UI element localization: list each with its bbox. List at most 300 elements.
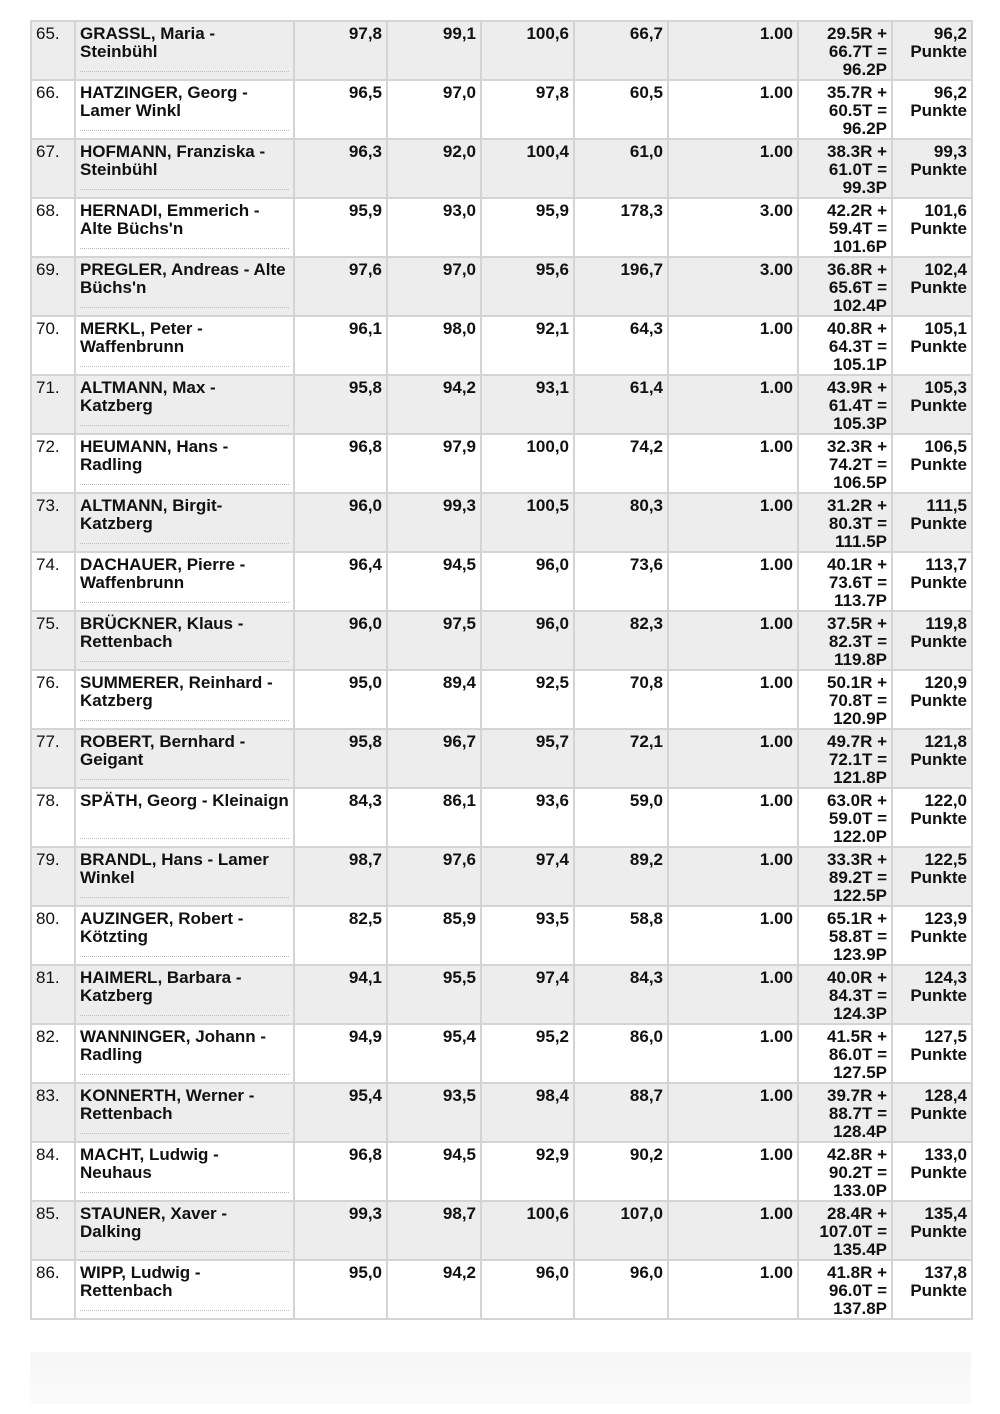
- table-row: [31, 434, 972, 493]
- competitor-name: ROBERT, Bernhard - Geigant: [80, 732, 246, 769]
- table-row: [31, 729, 972, 788]
- calculation-line-3: 122.5P: [833, 886, 887, 905]
- calculation-line-2: 89.2T =: [828, 868, 887, 887]
- score-1-cell: 96,8: [294, 434, 387, 493]
- points-value: 99,3: [933, 142, 967, 161]
- points-unit: Punkte: [910, 396, 967, 415]
- calculation-cell: [798, 1083, 892, 1142]
- competitor-name-cell: [75, 198, 294, 257]
- points-cell: [892, 552, 972, 611]
- competitor-name: SPÄTH, Georg - Kleinaign: [80, 791, 289, 810]
- rank-cell: 77.: [31, 729, 75, 788]
- factor-cell: 1.00: [668, 375, 798, 434]
- rank-cell: 81.: [31, 965, 75, 1024]
- rank-cell: 71.: [31, 375, 75, 434]
- calculation-line-1: 33.3R +: [826, 850, 887, 869]
- score-4-cell: 86,0: [574, 1024, 668, 1083]
- dotted-rule: [80, 71, 289, 72]
- calculation-line-2: 82.3T =: [828, 632, 887, 651]
- factor-cell: 1.00: [668, 1260, 798, 1319]
- points-value: 122,5: [924, 850, 967, 869]
- calculation-cell: [798, 21, 892, 80]
- factor-cell: 1.00: [668, 316, 798, 375]
- points-unit: Punkte: [910, 1163, 967, 1182]
- score-4-cell: 73,6: [574, 552, 668, 611]
- calculation-line-3: 102.4P: [833, 296, 887, 315]
- rank-cell: 86.: [31, 1260, 75, 1319]
- competitor-name-cell: [75, 257, 294, 316]
- score-2-cell: 86,1: [387, 788, 481, 847]
- calculation-line-3: 101.6P: [833, 237, 887, 256]
- score-4-cell: 59,0: [574, 788, 668, 847]
- points-value: 124,3: [924, 968, 967, 987]
- results-body: [31, 21, 972, 1319]
- dotted-rule: [80, 1310, 289, 1311]
- score-1-cell: 95,0: [294, 1260, 387, 1319]
- points-unit: Punkte: [910, 691, 967, 710]
- calculation-line-2: 88.7T =: [828, 1104, 887, 1123]
- competitor-name-cell: [75, 965, 294, 1024]
- points-unit: Punkte: [910, 632, 967, 651]
- score-3-cell: 98,4: [481, 1083, 574, 1142]
- points-unit: Punkte: [910, 750, 967, 769]
- points-cell: [892, 1083, 972, 1142]
- calculation-line-1: 40.0R +: [826, 968, 887, 987]
- score-2-cell: 85,9: [387, 906, 481, 965]
- calculation-cell: [798, 788, 892, 847]
- dotted-rule: [80, 366, 289, 367]
- table-row: [31, 21, 972, 80]
- points-value: 105,1: [924, 319, 967, 338]
- points-value: 122,0: [924, 791, 967, 810]
- score-4-cell: 66,7: [574, 21, 668, 80]
- points-value: 111,5: [926, 496, 967, 515]
- score-2-cell: 98,7: [387, 1201, 481, 1260]
- competitor-name-cell: [75, 139, 294, 198]
- score-2-cell: 94,2: [387, 1260, 481, 1319]
- points-cell: [892, 965, 972, 1024]
- dotted-rule: [80, 779, 289, 780]
- points-value: 135,4: [924, 1204, 967, 1223]
- calculation-line-3: 113.7P: [834, 591, 887, 610]
- points-value: 127,5: [924, 1027, 967, 1046]
- factor-cell: 1.00: [668, 788, 798, 847]
- calculation-line-3: 120.9P: [833, 709, 887, 728]
- calculation-line-1: 42.8R +: [826, 1145, 887, 1164]
- dotted-rule: [80, 602, 289, 603]
- calculation-line-3: 96.2P: [842, 60, 887, 79]
- dotted-rule: [80, 838, 289, 839]
- score-4-cell: 61,4: [574, 375, 668, 434]
- factor-cell: 1.00: [668, 670, 798, 729]
- calculation-cell: [798, 611, 892, 670]
- score-2-cell: 97,0: [387, 257, 481, 316]
- calculation-line-1: 49.7R +: [826, 732, 887, 751]
- points-value: 133,0: [924, 1145, 967, 1164]
- table-row: [31, 1142, 972, 1201]
- score-1-cell: 96,0: [294, 493, 387, 552]
- rank-cell: 68.: [31, 198, 75, 257]
- score-4-cell: 70,8: [574, 670, 668, 729]
- points-unit: Punkte: [910, 986, 967, 1005]
- table-row: [31, 375, 972, 434]
- competitor-name: MACHT, Ludwig - Neuhaus: [80, 1145, 219, 1182]
- score-2-cell: 97,5: [387, 611, 481, 670]
- rank-cell: 69.: [31, 257, 75, 316]
- points-value: 102,4: [924, 260, 967, 279]
- rank-cell: 83.: [31, 1083, 75, 1142]
- rank-cell: 65.: [31, 21, 75, 80]
- calculation-cell: [798, 729, 892, 788]
- points-unit: Punkte: [910, 573, 967, 592]
- competitor-name-cell: [75, 434, 294, 493]
- table-row: [31, 1083, 972, 1142]
- calculation-cell: [798, 434, 892, 493]
- points-unit: Punkte: [910, 868, 967, 887]
- points-cell: [892, 198, 972, 257]
- calculation-line-1: 63.0R +: [826, 791, 887, 810]
- points-unit: Punkte: [910, 514, 967, 533]
- calculation-line-3: 127.5P: [833, 1063, 887, 1082]
- competitor-name-cell: [75, 906, 294, 965]
- page-footer-area: [30, 1352, 971, 1404]
- calculation-line-1: 39.7R +: [826, 1086, 887, 1105]
- competitor-name: HEUMANN, Hans - Radling: [80, 437, 229, 474]
- score-1-cell: 95,0: [294, 670, 387, 729]
- score-3-cell: 97,4: [481, 965, 574, 1024]
- score-3-cell: 96,0: [481, 552, 574, 611]
- competitor-name: AUZINGER, Robert - Kötzting: [80, 909, 244, 946]
- calculation-line-1: 31.2R +: [826, 496, 887, 515]
- rank-cell: 76.: [31, 670, 75, 729]
- table-row: [31, 847, 972, 906]
- dotted-rule: [80, 484, 289, 485]
- factor-cell: 1.00: [668, 552, 798, 611]
- results-sheet: [30, 20, 971, 1320]
- factor-cell: 3.00: [668, 257, 798, 316]
- score-3-cell: 92,1: [481, 316, 574, 375]
- competitor-name: PREGLER, Andreas - Alte Büchs'n: [80, 260, 286, 297]
- competitor-name-cell: [75, 847, 294, 906]
- competitor-name: ALTMANN, Max - Katzberg: [80, 378, 216, 415]
- calculation-line-3: 128.4P: [833, 1122, 887, 1141]
- points-cell: [892, 375, 972, 434]
- dotted-rule: [80, 248, 289, 249]
- score-2-cell: 93,0: [387, 198, 481, 257]
- score-1-cell: 96,3: [294, 139, 387, 198]
- rank-cell: 70.: [31, 316, 75, 375]
- rank-cell: 85.: [31, 1201, 75, 1260]
- dotted-rule: [80, 1015, 289, 1016]
- factor-cell: 3.00: [668, 198, 798, 257]
- table-row: [31, 1260, 972, 1319]
- points-unit: Punkte: [910, 337, 967, 356]
- points-cell: [892, 847, 972, 906]
- score-1-cell: 96,1: [294, 316, 387, 375]
- points-cell: [892, 493, 972, 552]
- rank-cell: 72.: [31, 434, 75, 493]
- competitor-name: BRANDL, Hans - Lamer Winkel: [80, 850, 269, 887]
- score-2-cell: 97,6: [387, 847, 481, 906]
- score-2-cell: 99,1: [387, 21, 481, 80]
- score-3-cell: 95,7: [481, 729, 574, 788]
- competitor-name-cell: [75, 1024, 294, 1083]
- factor-cell: 1.00: [668, 493, 798, 552]
- calculation-line-1: 40.8R +: [826, 319, 887, 338]
- score-1-cell: 95,8: [294, 375, 387, 434]
- calculation-line-1: 29.5R +: [826, 24, 887, 43]
- score-4-cell: 64,3: [574, 316, 668, 375]
- factor-cell: 1.00: [668, 611, 798, 670]
- score-3-cell: 93,1: [481, 375, 574, 434]
- dotted-rule: [80, 307, 289, 308]
- competitor-name: HERNADI, Emmerich - Alte Büchs'n: [80, 201, 260, 238]
- calculation-cell: [798, 906, 892, 965]
- calculation-line-2: 61.4T =: [828, 396, 887, 415]
- calculation-line-2: 107.0T =: [819, 1222, 887, 1241]
- calculation-line-1: 35.7R +: [826, 83, 887, 102]
- score-3-cell: 96,0: [481, 611, 574, 670]
- calculation-line-1: 32.3R +: [826, 437, 887, 456]
- points-cell: [892, 1024, 972, 1083]
- score-3-cell: 92,9: [481, 1142, 574, 1201]
- table-row: [31, 788, 972, 847]
- rank-cell: 75.: [31, 611, 75, 670]
- score-3-cell: 100,0: [481, 434, 574, 493]
- points-value: 123,9: [924, 909, 967, 928]
- results-table: [30, 20, 973, 1320]
- factor-cell: 1.00: [668, 1024, 798, 1083]
- competitor-name: WIPP, Ludwig - Rettenbach: [80, 1263, 201, 1300]
- competitor-name: KONNERTH, Werner - Rettenbach: [80, 1086, 255, 1123]
- score-2-cell: 99,3: [387, 493, 481, 552]
- score-1-cell: 95,9: [294, 198, 387, 257]
- competitor-name-cell: [75, 375, 294, 434]
- points-value: 106,5: [924, 437, 967, 456]
- score-3-cell: 95,6: [481, 257, 574, 316]
- calculation-cell: [798, 139, 892, 198]
- calculation-line-1: 65.1R +: [826, 909, 887, 928]
- calculation-line-2: 74.2T =: [828, 455, 887, 474]
- score-4-cell: 80,3: [574, 493, 668, 552]
- competitor-name-cell: [75, 493, 294, 552]
- calculation-cell: [798, 375, 892, 434]
- competitor-name-cell: [75, 21, 294, 80]
- score-3-cell: 95,2: [481, 1024, 574, 1083]
- table-row: [31, 552, 972, 611]
- factor-cell: 1.00: [668, 139, 798, 198]
- calculation-cell: [798, 198, 892, 257]
- factor-cell: 1.00: [668, 21, 798, 80]
- score-1-cell: 95,4: [294, 1083, 387, 1142]
- competitor-name-cell: [75, 729, 294, 788]
- calculation-line-3: 135.4P: [833, 1240, 887, 1259]
- calculation-line-2: 84.3T =: [828, 986, 887, 1005]
- calculation-cell: [798, 1201, 892, 1260]
- score-1-cell: 96,4: [294, 552, 387, 611]
- factor-cell: 1.00: [668, 729, 798, 788]
- score-3-cell: 92,5: [481, 670, 574, 729]
- calculation-line-2: 86.0T =: [828, 1045, 887, 1064]
- dotted-rule: [80, 1192, 289, 1193]
- score-3-cell: 97,8: [481, 80, 574, 139]
- score-2-cell: 97,9: [387, 434, 481, 493]
- score-1-cell: 95,8: [294, 729, 387, 788]
- score-3-cell: 95,9: [481, 198, 574, 257]
- points-unit: Punkte: [910, 455, 967, 474]
- rank-cell: 66.: [31, 80, 75, 139]
- table-row: [31, 906, 972, 965]
- competitor-name-cell: [75, 670, 294, 729]
- points-unit: Punkte: [910, 1045, 967, 1064]
- calculation-line-3: 137.8P: [833, 1299, 887, 1318]
- rank-cell: 78.: [31, 788, 75, 847]
- score-4-cell: 61,0: [574, 139, 668, 198]
- calculation-line-3: 105.1P: [833, 355, 887, 374]
- points-cell: [892, 670, 972, 729]
- calculation-cell: [798, 257, 892, 316]
- calculation-line-2: 64.3T =: [828, 337, 887, 356]
- competitor-name-cell: [75, 611, 294, 670]
- score-2-cell: 98,0: [387, 316, 481, 375]
- calculation-line-3: 99.3P: [842, 178, 887, 197]
- points-cell: [892, 434, 972, 493]
- competitor-name: STAUNER, Xaver - Dalking: [80, 1204, 228, 1241]
- table-row: [31, 611, 972, 670]
- score-1-cell: 94,1: [294, 965, 387, 1024]
- score-3-cell: 100,4: [481, 139, 574, 198]
- factor-cell: 1.00: [668, 1142, 798, 1201]
- rank-cell: 74.: [31, 552, 75, 611]
- table-row: [31, 316, 972, 375]
- calculation-line-3: 119.8P: [834, 650, 887, 669]
- competitor-name-cell: [75, 80, 294, 139]
- calculation-line-3: 106.5P: [833, 473, 887, 492]
- points-cell: [892, 80, 972, 139]
- calculation-line-2: 66.7T =: [828, 42, 887, 61]
- score-1-cell: 96,0: [294, 611, 387, 670]
- calculation-line-1: 38.3R +: [826, 142, 887, 161]
- score-2-cell: 94,2: [387, 375, 481, 434]
- points-unit: Punkte: [910, 101, 967, 120]
- calculation-line-3: 111.5P: [834, 532, 887, 551]
- rank-cell: 79.: [31, 847, 75, 906]
- points-cell: [892, 257, 972, 316]
- competitor-name: BRÜCKNER, Klaus - Rettenbach: [80, 614, 244, 651]
- points-unit: Punkte: [910, 219, 967, 238]
- points-cell: [892, 1260, 972, 1319]
- competitor-name-cell: [75, 552, 294, 611]
- score-3-cell: 93,6: [481, 788, 574, 847]
- dotted-rule: [80, 425, 289, 426]
- factor-cell: 1.00: [668, 1083, 798, 1142]
- calculation-cell: [798, 1260, 892, 1319]
- table-row: [31, 493, 972, 552]
- competitor-name-cell: [75, 316, 294, 375]
- calculation-cell: [798, 80, 892, 139]
- points-cell: [892, 316, 972, 375]
- score-1-cell: 97,8: [294, 21, 387, 80]
- calculation-line-1: 50.1R +: [826, 673, 887, 692]
- score-3-cell: 100,6: [481, 1201, 574, 1260]
- competitor-name: HAIMERL, Barbara - Katzberg: [80, 968, 242, 1005]
- points-unit: Punkte: [910, 42, 967, 61]
- points-cell: [892, 21, 972, 80]
- rank-cell: 73.: [31, 493, 75, 552]
- table-row: [31, 139, 972, 198]
- score-1-cell: 96,8: [294, 1142, 387, 1201]
- score-2-cell: 94,5: [387, 1142, 481, 1201]
- score-2-cell: 89,4: [387, 670, 481, 729]
- calculation-cell: [798, 1024, 892, 1083]
- score-3-cell: 100,5: [481, 493, 574, 552]
- points-cell: [892, 1142, 972, 1201]
- calculation-line-1: 41.5R +: [826, 1027, 887, 1046]
- factor-cell: 1.00: [668, 847, 798, 906]
- calculation-cell: [798, 847, 892, 906]
- score-2-cell: 93,5: [387, 1083, 481, 1142]
- calculation-cell: [798, 965, 892, 1024]
- calculation-line-2: 96.0T =: [828, 1281, 887, 1300]
- factor-cell: 1.00: [668, 434, 798, 493]
- table-row: [31, 965, 972, 1024]
- calculation-line-2: 59.0T =: [828, 809, 887, 828]
- score-3-cell: 100,6: [481, 21, 574, 80]
- score-1-cell: 96,5: [294, 80, 387, 139]
- points-value: 96,2: [933, 24, 967, 43]
- points-value: 96,2: [933, 83, 967, 102]
- calculation-line-3: 124.3P: [833, 1004, 887, 1023]
- points-value: 113,7: [925, 555, 967, 574]
- dotted-rule: [80, 189, 289, 190]
- factor-cell: 1.00: [668, 1201, 798, 1260]
- score-4-cell: 107,0: [574, 1201, 668, 1260]
- points-unit: Punkte: [910, 927, 967, 946]
- competitor-name: GRASSL, Maria - Steinbühl: [80, 24, 216, 61]
- competitor-name: WANNINGER, Johann - Radling: [80, 1027, 267, 1064]
- score-1-cell: 99,3: [294, 1201, 387, 1260]
- rank-cell: 82.: [31, 1024, 75, 1083]
- factor-cell: 1.00: [668, 906, 798, 965]
- competitor-name: DACHAUER, Pierre - Waffenbrunn: [80, 555, 246, 592]
- calculation-line-2: 80.3T =: [828, 514, 887, 533]
- calculation-line-1: 40.1R +: [826, 555, 887, 574]
- calculation-line-2: 72.1T =: [828, 750, 887, 769]
- calculation-line-2: 65.6T =: [828, 278, 887, 297]
- points-value: 128,4: [924, 1086, 967, 1105]
- table-row: [31, 1201, 972, 1260]
- table-row: [31, 257, 972, 316]
- calculation-line-1: 42.2R +: [826, 201, 887, 220]
- score-2-cell: 97,0: [387, 80, 481, 139]
- dotted-rule: [80, 661, 289, 662]
- score-2-cell: 92,0: [387, 139, 481, 198]
- table-row: [31, 1024, 972, 1083]
- competitor-name: MERKL, Peter - Waffenbrunn: [80, 319, 203, 356]
- score-4-cell: 90,2: [574, 1142, 668, 1201]
- factor-cell: 1.00: [668, 80, 798, 139]
- points-unit: Punkte: [910, 1281, 967, 1300]
- score-4-cell: 196,7: [574, 257, 668, 316]
- points-unit: Punkte: [910, 1104, 967, 1123]
- points-unit: Punkte: [910, 278, 967, 297]
- competitor-name-cell: [75, 1260, 294, 1319]
- points-cell: [892, 729, 972, 788]
- calculation-line-1: 28.4R +: [826, 1204, 887, 1223]
- points-cell: [892, 1201, 972, 1260]
- points-value: 101,6: [924, 201, 967, 220]
- points-value: 121,8: [924, 732, 967, 751]
